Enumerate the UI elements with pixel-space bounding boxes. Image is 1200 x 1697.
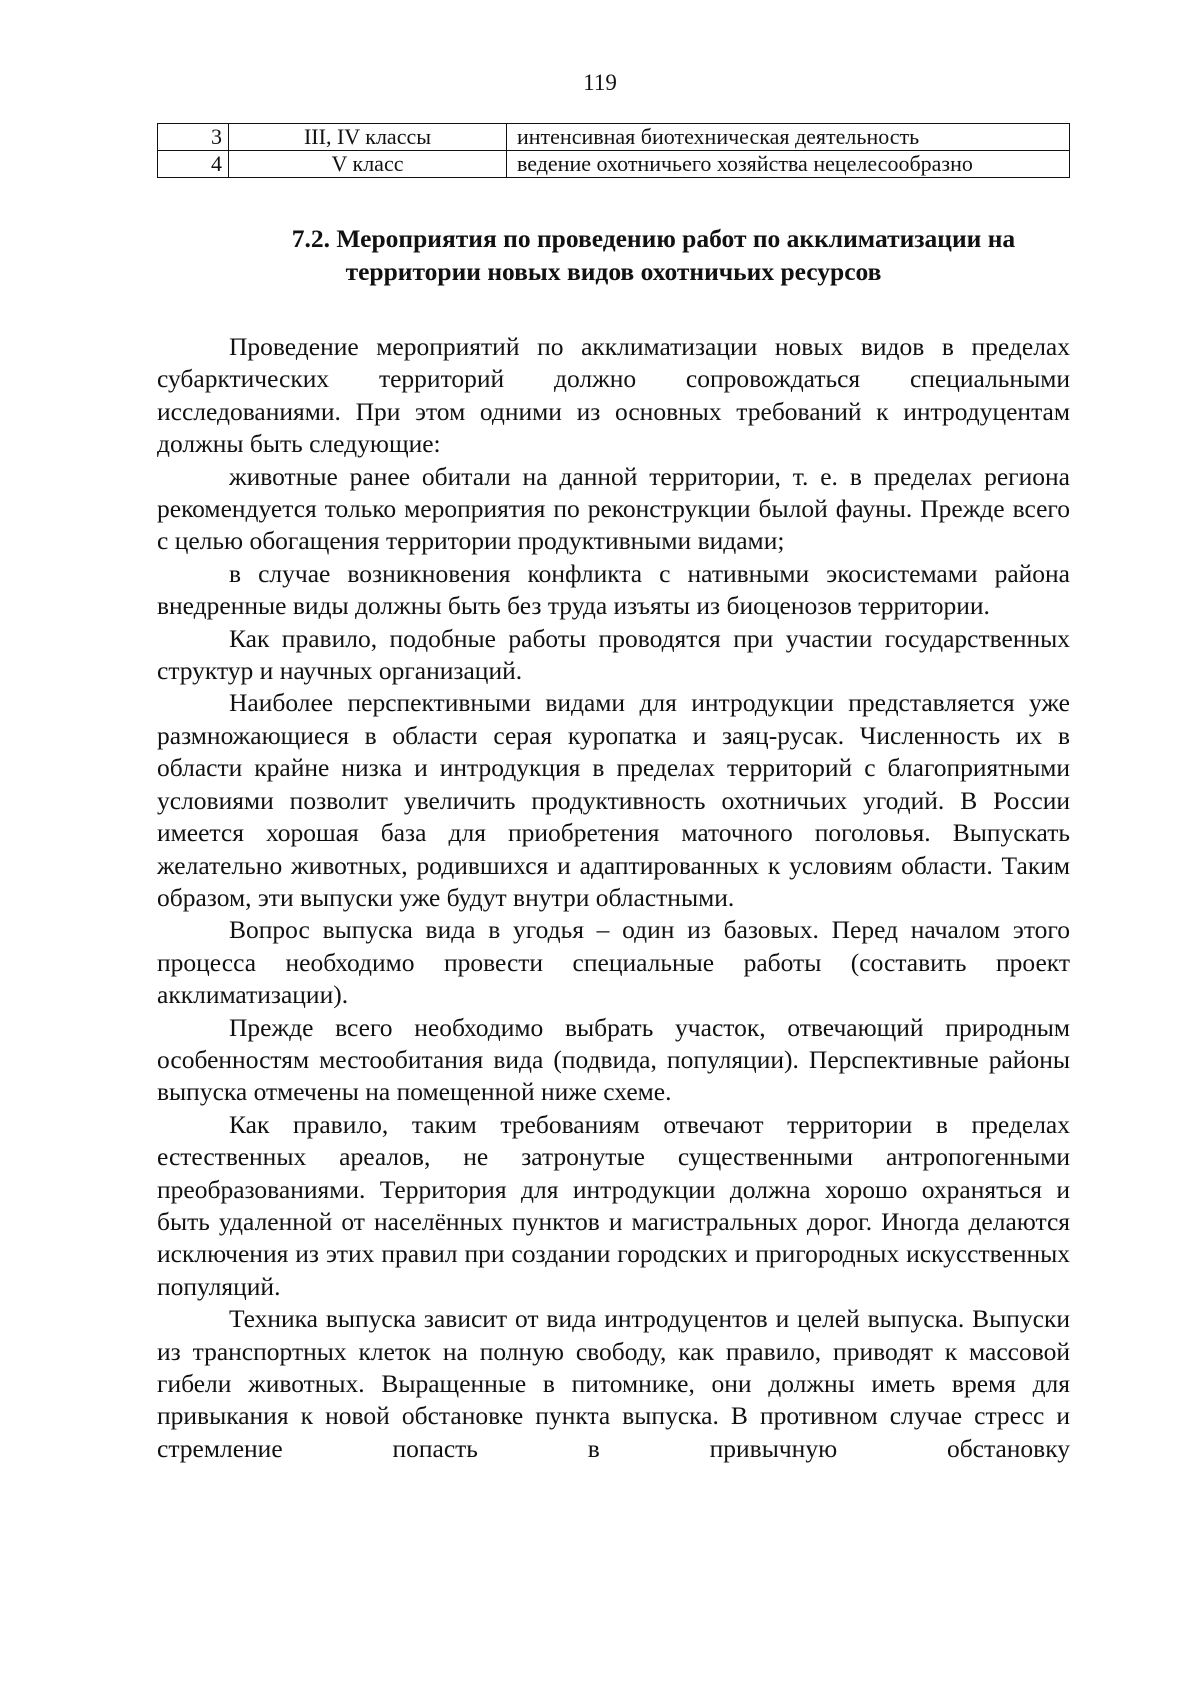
hunting-class-table <box>157 123 1070 178</box>
paragraph: Прежде всего необходимо выбрать участок, отвечающий природным особенностям местообитания вида (подвида, популяции). Перспективные районы выпуска отмечены на помещенной ниже схеме. <box>157 1012 1070 1107</box>
paragraph: Как правило, подобные работы проводятся при участии государственных структур и научных организаций. <box>157 623 1070 686</box>
paragraph: Наиболее перспективными видами для интродукции представляется уже размножающиеся в области серая куропатка и заяц-русак. Численность их в области крайне низка и интродукция в пределах территорий с благоприятными условиями позволит увеличить продуктивность охотничьих угодий. В России имеется хорошая база для приобретения маточного поголовья. Выпускать желательно животных, родившихся и адаптированных к условиям области. Таким образом, эти выпуски уже будут внутри областными. <box>157 688 1070 912</box>
table-cell-activity: ведение охотничьего хозяйства нецелесообразно <box>507 151 1070 178</box>
table-cell-class: V класс <box>229 151 507 178</box>
body-text <box>157 331 1070 1465</box>
paragraph: Проведение мероприятий по акклиматизации новых видов в пределах субарктических территорий должно сопровождаться специальными исследованиями. При этом одними из основных требований к интродуцентам должны быть следующие: <box>157 332 1070 459</box>
table-cell-number: 3 <box>158 124 229 151</box>
paragraph: Вопрос выпуска вида в угодья – один из базовых. Перед началом этого процесса необходимо провести специальные работы (составить проект акклиматизации). <box>157 915 1070 1010</box>
section-heading-line: территории новых видов охотничьих ресурсов <box>345 257 882 286</box>
section-heading <box>157 222 1070 288</box>
paragraph: животные ранее обитали на данной территории, т. е. в пределах региона рекомендуется только мероприятия по реконструкции былой фауны. Прежде всего с целью обогащения территории продуктивными видами; <box>157 461 1070 556</box>
page-number: 119 <box>583 70 617 95</box>
paragraph: Техника выпуска зависит от вида интродуцентов и целей выпуска. Выпуски из транспортных клеток на полную свободу, как правило, приводят к массовой гибели животных. Выращенные в питомнике, они должны иметь время для привыкания к новой обстановке пункта выпуска. В противном случае стресс и стремление попасть в привычную обстановку <box>157 1304 1070 1463</box>
table-cell-number: 4 <box>158 151 229 178</box>
paragraph: в случае возникновения конфликта с нативными экосистемами района внедренные виды должны быть без труда изъяты из биоценозов территории. <box>157 558 1070 621</box>
table-row <box>158 151 1070 178</box>
paragraph: Как правило, таким требованиям отвечают территории в пределах естественных ареалов, не затронутые существенными антропогенными преобразованиями. Территория для интродукции должна хорошо охраняться и быть удаленной от населённых пунктов и магистральных дорог. Иногда делаются исключения из этих правил при создании городских и пригородных искусственных популяций. <box>157 1109 1070 1301</box>
table-cell-class: III, IV классы <box>229 124 507 151</box>
table-cell-activity: интенсивная биотехническая деятельность <box>507 124 1070 151</box>
table-row <box>158 124 1070 151</box>
section-heading-line: 7.2. Мероприятия по проведению работ по акклиматизации на <box>291 224 1016 253</box>
